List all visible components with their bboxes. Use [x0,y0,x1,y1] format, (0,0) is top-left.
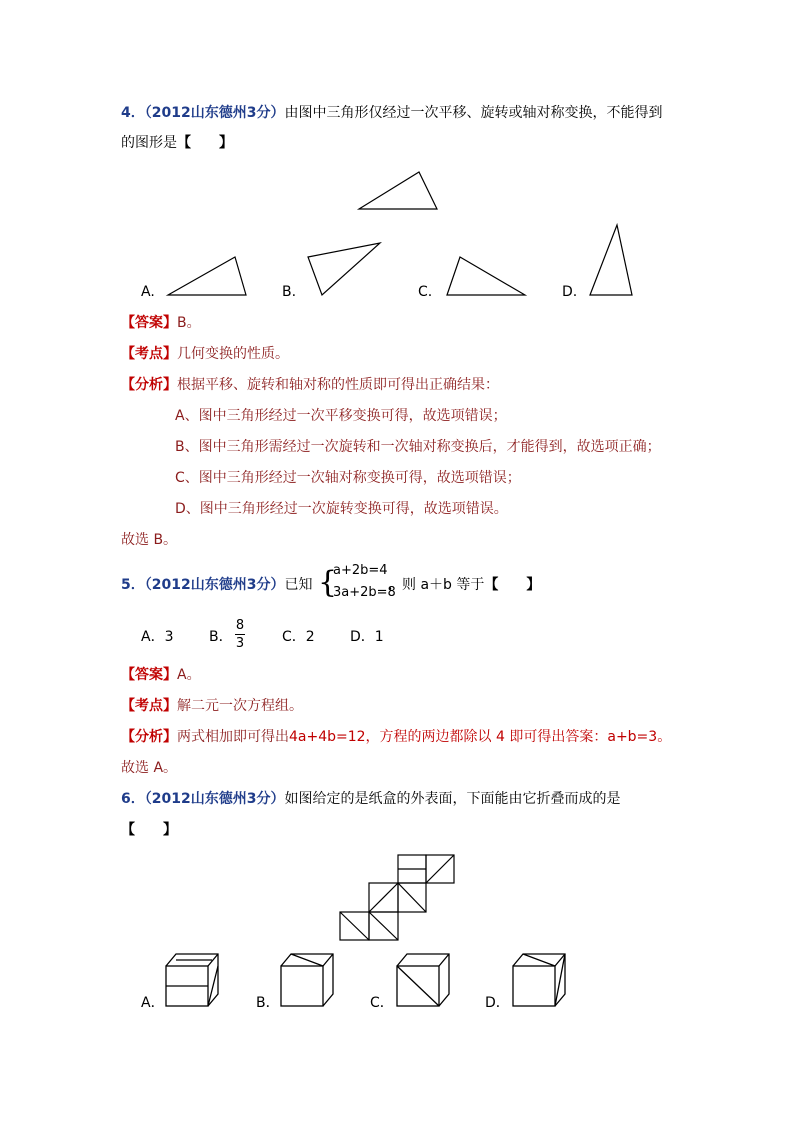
q4-point: 几何变换的性质。 [177,346,289,362]
q6-source: （2012山东德州3分） [144,791,285,807]
q4-analysis-item-b: B、图中三角形需经过一次旋转和一次轴对称变换后，才能得到，故选项正确； [175,439,661,455]
q4-conclusion: 故选 B。 [121,532,178,548]
q4-option-b: B. [282,284,297,300]
q5-option-b-label: B． [209,629,233,645]
q5-stem-text: 已知 [284,577,313,593]
q4-source: （2012山东德州3分） [144,105,285,121]
q5-analysis-red: 4a+4b=12，方程的两边都除以 4 即可得出答案：a+b=3。 [289,729,672,745]
q4-analysis-item-a: A、图中三角形经过一次平移变换可得，故选项错误； [175,408,507,424]
q4-option-c: C. [418,284,433,300]
q4-number: 4． [121,105,145,121]
q5-fraction-numerator: 8 [235,618,245,633]
q6-option-c: C． [370,995,394,1011]
q5-answer: A。 [177,667,201,683]
q5-option-d: D．1 [350,629,384,645]
q5-point-tag: 【考点】 [121,698,177,714]
q4-analysis-tag: 【分析】 [121,377,177,393]
q6-bracket: 【 】 [121,822,177,838]
q5-eq1: a+2b=4 [333,563,388,578]
q5-stem-post: ，则 a＋b 等于 [388,577,485,593]
cube-c [397,954,449,1006]
q5-fraction-denominator: 3 [235,636,245,651]
q4-analysis-item-d: D、图中三角形经过一次旋转变换可得，故选项错误。 [175,501,508,517]
q6-number: 6． [121,791,145,807]
q6-stem: 如图给定的是纸盒的外表面，下面能由它折叠而成的是 [284,791,621,807]
cube-a [166,954,218,1006]
q6-option-d: D． [485,995,510,1011]
q5-analysis-tag: 【分析】 [121,729,177,745]
q4-option-d: D. [562,284,578,300]
q5-analysis-pre: 两式相加即可得出 [177,729,289,745]
q5-conclusion: 故选 A。 [121,760,178,776]
q5-answer-tag: 【答案】 [121,667,177,683]
q4-analysis-item-c: C、图中三角形经过一次轴对称变换可得，故选项错误； [175,470,521,486]
q5-option-a: A．3 [141,629,174,645]
q4-option-a: A. [141,284,155,300]
q4-answer-tag: 【答案】 [121,315,177,331]
q5-system-brace: { [318,565,338,600]
q5-bracket: 【 】 [484,577,541,593]
q5-option-c: C．2 [282,629,315,645]
q4-bracket: 【 】 [177,135,233,151]
q4-analysis: 根据平移、旋转和轴对称的性质即可得出正确结果： [177,377,499,393]
q4-stem-text: 由图中三角形仅经过一次平移、旋转或轴对称变换，不能得到 [284,105,663,121]
q5-number: 5． [121,577,145,593]
cube-d [513,954,565,1006]
q4-point-tag: 【考点】 [121,346,177,362]
q5-eq2: 3a+2b=8 [333,585,396,600]
q5-point: 解二元一次方程组。 [177,698,303,714]
q4-answer: B。 [177,315,201,331]
cube-b [281,954,333,1006]
q4-stem-text2: 的图形是 [121,135,177,151]
q5-source: （2012山东德州3分） [144,577,285,593]
q6-option-b: B． [256,995,280,1011]
q6-option-a: A． [141,995,165,1011]
